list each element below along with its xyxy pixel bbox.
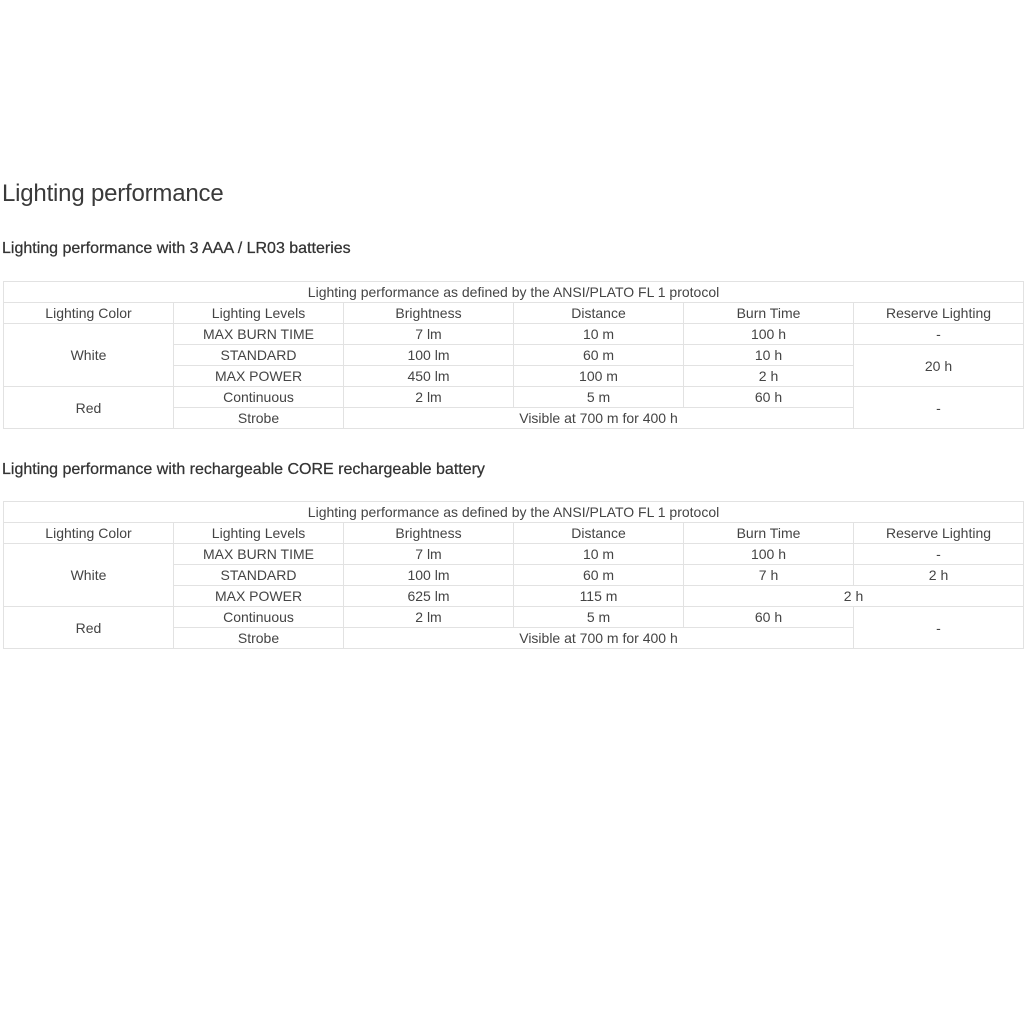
table-row — [4, 282, 1024, 303]
distance-cell: 115 m — [514, 586, 684, 607]
strobe-visibility-cell: Visible at 700 m for 400 h — [344, 408, 854, 429]
table-row — [4, 544, 1024, 565]
header-burn-time: Burn Time — [684, 303, 854, 324]
header-brightness: Brightness — [344, 523, 514, 544]
level-cell: Strobe — [174, 408, 344, 429]
strobe-visibility-cell: Visible at 700 m for 400 h — [344, 628, 854, 649]
reserve-cell: - — [854, 387, 1024, 429]
reserve-cell: 20 h — [854, 345, 1024, 387]
level-cell: Strobe — [174, 628, 344, 649]
burn-time-cell: 100 h — [684, 324, 854, 345]
color-cell-red: Red — [4, 607, 174, 649]
protocol-caption: Lighting performance as defined by the ANSI/PLATO FL 1 protocol — [4, 502, 1024, 523]
brightness-cell: 2 lm — [344, 607, 514, 628]
burn-time-cell: 60 h — [684, 387, 854, 408]
table-header-row — [4, 523, 1024, 544]
level-cell: MAX BURN TIME — [174, 544, 344, 565]
header-burn-time: Burn Time — [684, 523, 854, 544]
distance-cell: 60 m — [514, 565, 684, 586]
reserve-cell: 2 h — [854, 565, 1024, 586]
distance-cell: 60 m — [514, 345, 684, 366]
table-row — [4, 502, 1024, 523]
section-title-aaa-batteries: Lighting performance with 3 AAA / LR03 batteries — [2, 240, 351, 257]
protocol-caption: Lighting performance as defined by the ANSI/PLATO FL 1 protocol — [4, 282, 1024, 303]
burn-time-cell: 7 h — [684, 565, 854, 586]
page-title: Lighting performance — [2, 180, 224, 207]
level-cell: MAX POWER — [174, 586, 344, 607]
color-cell-white: White — [4, 544, 174, 607]
level-cell: STANDARD — [174, 345, 344, 366]
brightness-cell: 7 lm — [344, 544, 514, 565]
performance-table-aaa — [3, 281, 1024, 429]
header-lighting-levels: Lighting Levels — [174, 303, 344, 324]
distance-cell: 10 m — [514, 544, 684, 565]
table-row — [4, 324, 1024, 345]
header-brightness: Brightness — [344, 303, 514, 324]
level-cell: MAX BURN TIME — [174, 324, 344, 345]
reserve-cell: - — [854, 324, 1024, 345]
level-cell: Continuous — [174, 387, 344, 408]
distance-cell: 5 m — [514, 607, 684, 628]
burn-time-reserve-cell: 2 h — [684, 586, 1024, 607]
header-distance: Distance — [514, 523, 684, 544]
burn-time-cell: 10 h — [684, 345, 854, 366]
burn-time-cell: 2 h — [684, 366, 854, 387]
brightness-cell: 100 lm — [344, 565, 514, 586]
brightness-cell: 2 lm — [344, 387, 514, 408]
section-title-core-battery: Lighting performance with rechargeable CORE rechargeable battery — [2, 461, 485, 478]
brightness-cell: 450 lm — [344, 366, 514, 387]
table-row — [4, 607, 1024, 628]
brightness-cell: 100 lm — [344, 345, 514, 366]
distance-cell: 10 m — [514, 324, 684, 345]
level-cell: MAX POWER — [174, 366, 344, 387]
header-reserve-lighting: Reserve Lighting — [854, 303, 1024, 324]
distance-cell: 5 m — [514, 387, 684, 408]
performance-table-core — [3, 501, 1024, 649]
header-lighting-color: Lighting Color — [4, 523, 174, 544]
level-cell: Continuous — [174, 607, 344, 628]
reserve-cell: - — [854, 544, 1024, 565]
burn-time-cell: 60 h — [684, 607, 854, 628]
color-cell-red: Red — [4, 387, 174, 429]
table-header-row — [4, 303, 1024, 324]
header-distance: Distance — [514, 303, 684, 324]
header-lighting-levels: Lighting Levels — [174, 523, 344, 544]
color-cell-white: White — [4, 324, 174, 387]
brightness-cell: 7 lm — [344, 324, 514, 345]
brightness-cell: 625 lm — [344, 586, 514, 607]
distance-cell: 100 m — [514, 366, 684, 387]
level-cell: STANDARD — [174, 565, 344, 586]
burn-time-cell: 100 h — [684, 544, 854, 565]
reserve-cell: - — [854, 607, 1024, 649]
table-row — [4, 387, 1024, 408]
header-reserve-lighting: Reserve Lighting — [854, 523, 1024, 544]
header-lighting-color: Lighting Color — [4, 303, 174, 324]
